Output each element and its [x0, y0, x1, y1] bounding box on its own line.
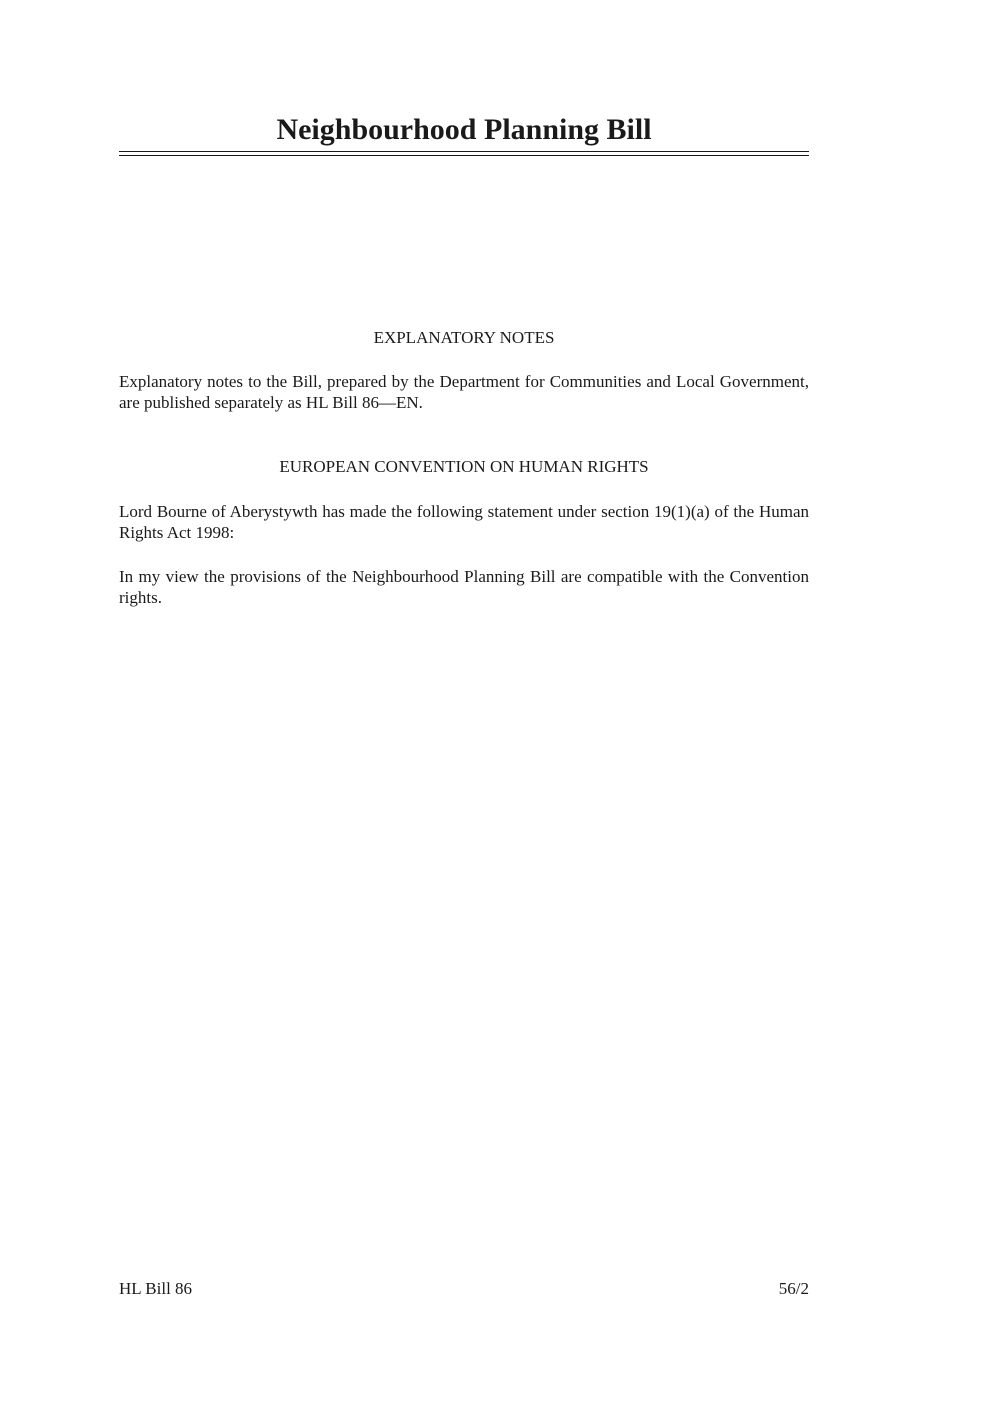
footer-bill-number: HL Bill 86 — [119, 1279, 193, 1298]
bill-title: Neighbourhood Planning Bill — [276, 113, 652, 146]
echr-statement-intro: Lord Bourne of Aberystywth has made the following statement under section 19(1)(a) of the Human Rights Act 1998: — [119, 502, 809, 542]
echr-heading: EUROPEAN CONVENTION ON HUMAN RIGHTS — [279, 457, 649, 476]
explanatory-notes-heading: EXPLANATORY NOTES — [373, 328, 555, 347]
title-rule-upper — [119, 151, 809, 152]
title-rule-lower — [119, 155, 809, 156]
explanatory-notes-text: Explanatory notes to the Bill, prepared by the Department for Communities and Local Government, are published separately as HL Bill 86—EN. — [119, 372, 809, 412]
footer-print-ref: 56/2 — [778, 1279, 809, 1298]
echr-statement: In my view the provisions of the Neighbourhood Planning Bill are compatible with the Convention rights. — [119, 567, 809, 607]
